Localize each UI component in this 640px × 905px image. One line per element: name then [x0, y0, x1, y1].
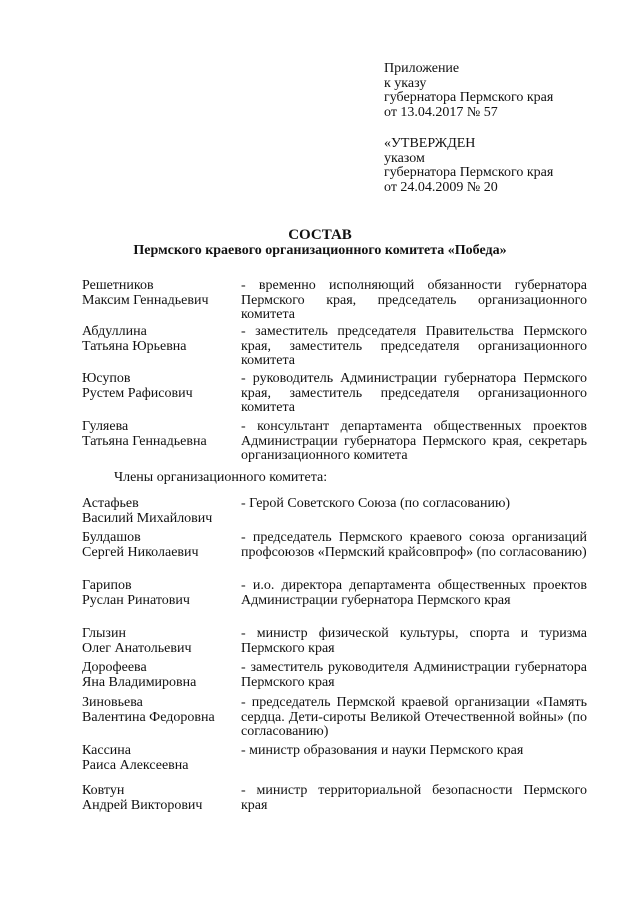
member-role: - председатель Пермского краевого союза организаций профсоюзов «Пермский крайсовпроф» (по согласованию): [241, 530, 587, 560]
member-given-name: Яна Владимировна: [82, 674, 197, 690]
appendix-line: губернатора Пермского края: [384, 90, 554, 105]
member-given-name: Раиса Алексеевна: [82, 757, 189, 773]
member-role: - министр физической культуры, спорта и туризма Пермского края: [241, 626, 587, 656]
member-given-name: Олег Анатольевич: [82, 640, 192, 656]
member-name: [82, 325, 237, 354]
member-name: [82, 531, 237, 560]
member-surname: Астафьев: [82, 496, 139, 511]
member-name: [82, 420, 237, 449]
appendix-header: [384, 62, 604, 120]
member-role: - и.о. директора департамента общественных проектов Администрации губернатора Пермского края: [241, 578, 587, 608]
member-role: - временно исполняющий обязанности губернатора Пермского края, председатель организационного комитета: [241, 278, 587, 322]
member-surname: Гарипов: [82, 578, 132, 593]
member-given-name: Татьяна Геннадьевна: [82, 433, 207, 449]
member-role: - руководитель Администрации губернатора Пермского края, заместитель председателя организационного комитета: [241, 371, 587, 415]
member-name: [82, 372, 237, 401]
member-surname: Дорофеева: [82, 660, 147, 675]
member-role: - Герой Советского Союза (по согласованию): [241, 496, 511, 511]
approved-line: «УТВЕРЖДЕН: [384, 136, 476, 151]
member-surname: Абдуллина: [82, 324, 147, 339]
member-given-name: Андрей Викторович: [82, 797, 203, 813]
approved-header: [384, 137, 604, 195]
member-role: - председатель Пермской краевой организации «Память сердца. Дети-сироты Великой Отечественной войны» (по согласованию): [241, 695, 587, 739]
member-role: - заместитель председателя Правительства Пермского края, заместитель председателя организационного комитета: [241, 324, 587, 368]
member-role: - министр образования и науки Пермского края: [241, 743, 524, 758]
appendix-line: от 13.04.2017 № 57: [384, 104, 498, 120]
member-role: - консультант департамента общественных проектов Администрации губернатора Пермского края, секретарь организационного комитета: [241, 419, 587, 463]
member-surname: Ковтун: [82, 783, 125, 798]
member-given-name: Рустем Рафисович: [82, 385, 193, 401]
member-given-name: Руслан Ринатович: [82, 592, 190, 608]
member-given-name: Валентина Федоровна: [82, 709, 215, 725]
appendix-line: Приложение: [384, 61, 460, 76]
approved-line: от 24.04.2009 № 20: [384, 179, 498, 195]
appendix-line: к указу: [384, 75, 427, 91]
member-name: [82, 497, 237, 526]
member-role: - заместитель руководителя Администрации губернатора Пермского края: [241, 660, 587, 690]
member-given-name: Татьяна Юрьевна: [82, 338, 187, 354]
member-given-name: Василий Михайлович: [82, 510, 213, 526]
member-name: [82, 279, 237, 308]
member-surname: Глызин: [82, 626, 126, 641]
member-role: - министр территориальной безопасности Пермского края: [241, 783, 587, 813]
member-surname: Кассина: [82, 743, 131, 758]
document-subtitle: Пермского краевого организационного комитета «Победа»: [133, 243, 507, 258]
member-name: [82, 661, 237, 690]
member-given-name: Максим Геннадьевич: [82, 292, 209, 308]
member-name: [82, 696, 237, 725]
member-surname: Булдашов: [82, 530, 141, 545]
member-name: [82, 627, 237, 656]
member-name: [82, 744, 237, 773]
member-name: [82, 784, 237, 813]
approved-line: губернатора Пермского края: [384, 165, 554, 180]
member-given-name: Сергей Николаевич: [82, 544, 199, 560]
approved-line: указом: [384, 150, 425, 166]
member-surname: Гуляева: [82, 419, 129, 434]
member-surname: Решетников: [82, 278, 154, 293]
members-heading: Члены организационного комитета:: [114, 470, 328, 485]
member-surname: Зиновьева: [82, 695, 143, 710]
member-name: [82, 579, 237, 608]
member-surname: Юсупов: [82, 371, 131, 386]
document-title: СОСТАВ: [288, 227, 352, 243]
